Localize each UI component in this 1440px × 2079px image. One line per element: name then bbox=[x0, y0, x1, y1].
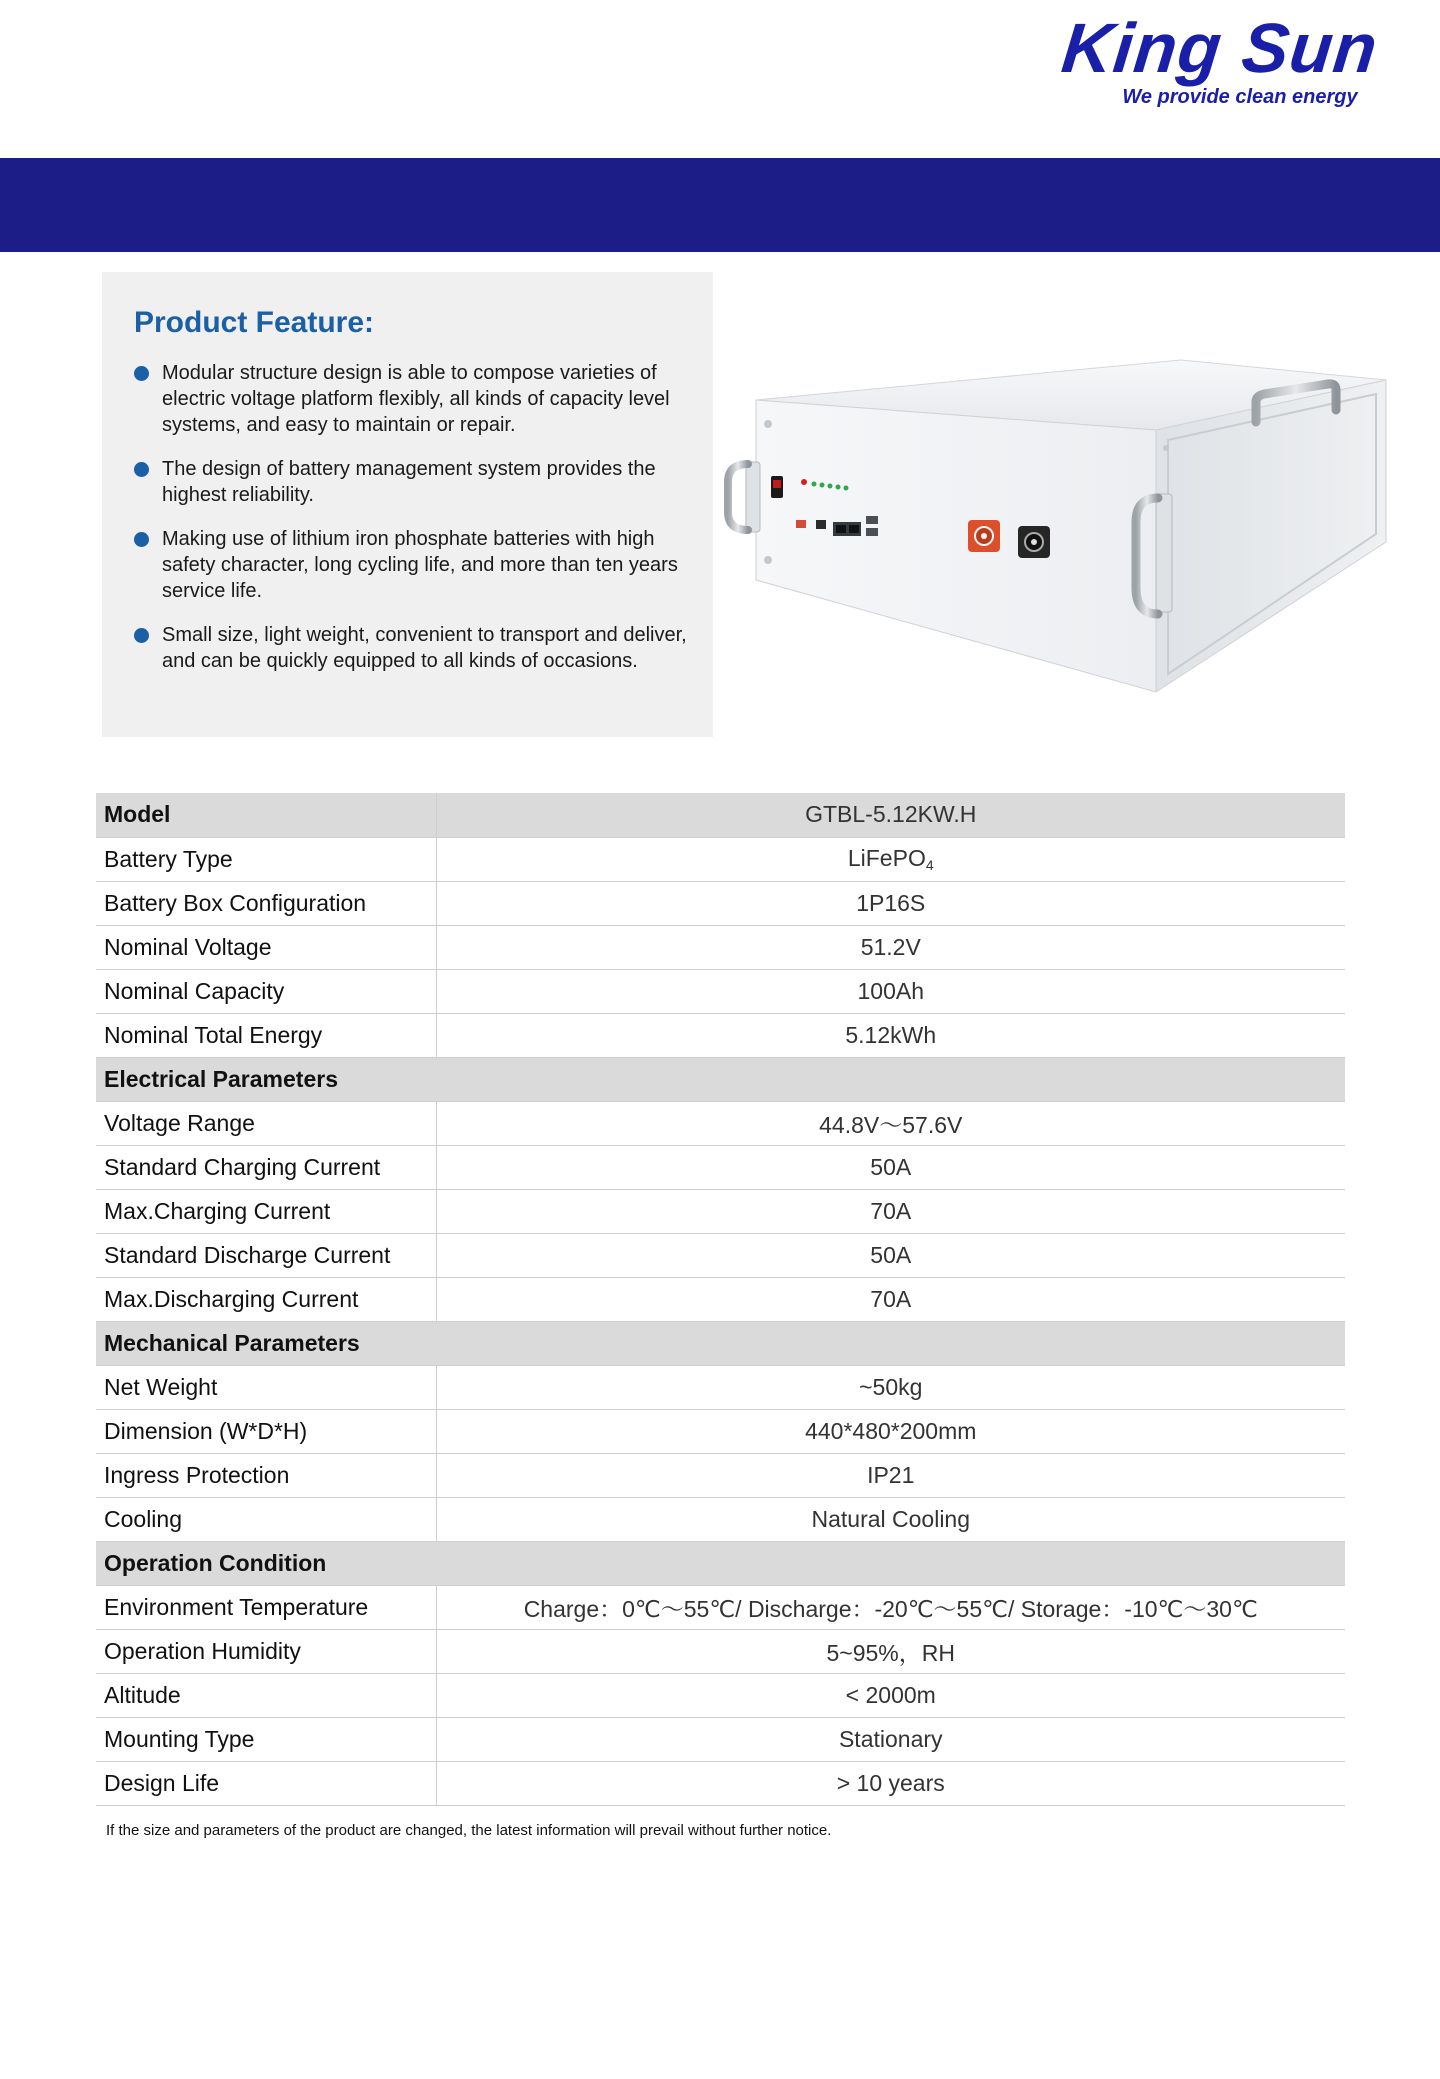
table-row bbox=[96, 1013, 1345, 1057]
table-row bbox=[96, 1189, 1345, 1233]
feature-text: The design of battery management system provides the highest reliability. bbox=[162, 458, 656, 506]
spec-label: Standard Charging Current bbox=[96, 1145, 436, 1189]
spec-label: Operation Humidity bbox=[96, 1629, 436, 1673]
spec-label: Design Life bbox=[96, 1761, 436, 1805]
spec-value: 50A bbox=[436, 1233, 1345, 1277]
spec-label: Altitude bbox=[96, 1673, 436, 1717]
section-title: Electrical Parameters bbox=[96, 1057, 1345, 1101]
spec-label: Dimension (W*D*H) bbox=[96, 1409, 436, 1453]
table-row bbox=[96, 1629, 1345, 1673]
table-row bbox=[96, 969, 1345, 1013]
brand-name: King Sun bbox=[1058, 9, 1382, 87]
bullet-dot-icon bbox=[134, 366, 149, 381]
feature-item bbox=[134, 360, 689, 438]
spec-value: 5.12kWh bbox=[436, 1013, 1345, 1057]
spec-value: 1P16S bbox=[436, 881, 1345, 925]
spec-label: Ingress Protection bbox=[96, 1453, 436, 1497]
spec-value: ~50kg bbox=[436, 1365, 1345, 1409]
table-row bbox=[96, 1717, 1345, 1761]
spec-value: > 10 years bbox=[436, 1761, 1345, 1805]
table-row bbox=[96, 1497, 1345, 1541]
spec-value: Stationary bbox=[436, 1717, 1345, 1761]
spec-label: Nominal Voltage bbox=[96, 925, 436, 969]
brand-tagline: We provide clean energy bbox=[1122, 86, 1358, 108]
bullet-dot-icon bbox=[134, 532, 149, 547]
feature-item bbox=[134, 456, 689, 508]
spec-value: 440*480*200mm bbox=[436, 1409, 1345, 1453]
feature-item bbox=[134, 526, 689, 604]
spec-label: Cooling bbox=[96, 1497, 436, 1541]
feature-list bbox=[134, 360, 689, 674]
bullet-dot-icon bbox=[134, 628, 149, 643]
spec-label: Nominal Total Energy bbox=[96, 1013, 436, 1057]
table-row bbox=[96, 1365, 1345, 1409]
spec-value: 70A bbox=[436, 1277, 1345, 1321]
spec-label: Net Weight bbox=[96, 1365, 436, 1409]
spec-value: 44.8V～57.6V bbox=[436, 1101, 1345, 1145]
table-row bbox=[96, 1453, 1345, 1497]
spec-label: Battery Type bbox=[96, 837, 436, 881]
header-band bbox=[0, 158, 1440, 252]
brand-logo bbox=[1020, 8, 1420, 109]
table-row bbox=[96, 837, 1345, 881]
spec-value: 51.2V bbox=[436, 925, 1345, 969]
table-row bbox=[96, 1277, 1345, 1321]
section-header-operation bbox=[96, 1541, 1345, 1585]
table-row bbox=[96, 1233, 1345, 1277]
spec-table bbox=[96, 793, 1345, 1806]
spec-value: 70A bbox=[436, 1189, 1345, 1233]
spec-value bbox=[436, 837, 1345, 881]
spec-value: Charge：0℃～55℃/ Discharge：-20℃～55℃/ Storage：-10℃～30℃ bbox=[436, 1585, 1345, 1629]
spec-value: < 2000m bbox=[436, 1673, 1345, 1717]
table-row-model bbox=[96, 793, 1345, 837]
spec-label: Max.Charging Current bbox=[96, 1189, 436, 1233]
feature-title: Product Feature: bbox=[134, 306, 375, 339]
spec-value: 5~95%，RH bbox=[436, 1629, 1345, 1673]
spec-label: Model bbox=[96, 793, 436, 837]
table-row bbox=[96, 925, 1345, 969]
spec-label: Standard Discharge Current bbox=[96, 1233, 436, 1277]
feature-item bbox=[134, 622, 689, 674]
spec-value: IP21 bbox=[436, 1453, 1345, 1497]
spec-value: Natural Cooling bbox=[436, 1497, 1345, 1541]
spec-label: Max.Discharging Current bbox=[96, 1277, 436, 1321]
spec-label: Battery Box Configuration bbox=[96, 881, 436, 925]
table-row bbox=[96, 1145, 1345, 1189]
section-header-electrical bbox=[96, 1057, 1345, 1101]
footnote: If the size and parameters of the product are changed, the latest information will prevail without further notice. bbox=[106, 1822, 832, 1839]
feature-text: Making use of lithium iron phosphate batteries with high safety character, long cycling life, and more than ten years service life. bbox=[162, 528, 678, 602]
feature-text: Modular structure design is able to compose varieties of electric voltage platform flexibly, all kinds of capacity level systems, and easy to maintain or repair. bbox=[162, 362, 670, 436]
spec-value: 50A bbox=[436, 1145, 1345, 1189]
battery-rack-module-image bbox=[716, 352, 1390, 702]
spec-label: Mounting Type bbox=[96, 1717, 436, 1761]
battery-type-value: LiFePO bbox=[847, 845, 926, 871]
spec-value: 100Ah bbox=[436, 969, 1345, 1013]
table-row bbox=[96, 881, 1345, 925]
section-title: Mechanical Parameters bbox=[96, 1321, 1345, 1365]
feature-panel bbox=[102, 272, 713, 737]
battery-type-subscript: 4 bbox=[925, 857, 934, 873]
feature-text: Small size, light weight, convenient to transport and deliver, and can be quickly equipped to all kinds of occasions. bbox=[162, 624, 687, 672]
spec-label: Voltage Range bbox=[96, 1101, 436, 1145]
spec-label: Nominal Capacity bbox=[96, 969, 436, 1013]
table-row bbox=[96, 1585, 1345, 1629]
section-header-mechanical bbox=[96, 1321, 1345, 1365]
spec-value: GTBL-5.12KW.H bbox=[436, 793, 1345, 837]
bullet-dot-icon bbox=[134, 462, 149, 477]
section-title: Operation Condition bbox=[96, 1541, 1345, 1585]
table-row bbox=[96, 1409, 1345, 1453]
table-row bbox=[96, 1673, 1345, 1717]
table-row bbox=[96, 1761, 1345, 1805]
spec-label: Environment Temperature bbox=[96, 1585, 436, 1629]
table-row bbox=[96, 1101, 1345, 1145]
